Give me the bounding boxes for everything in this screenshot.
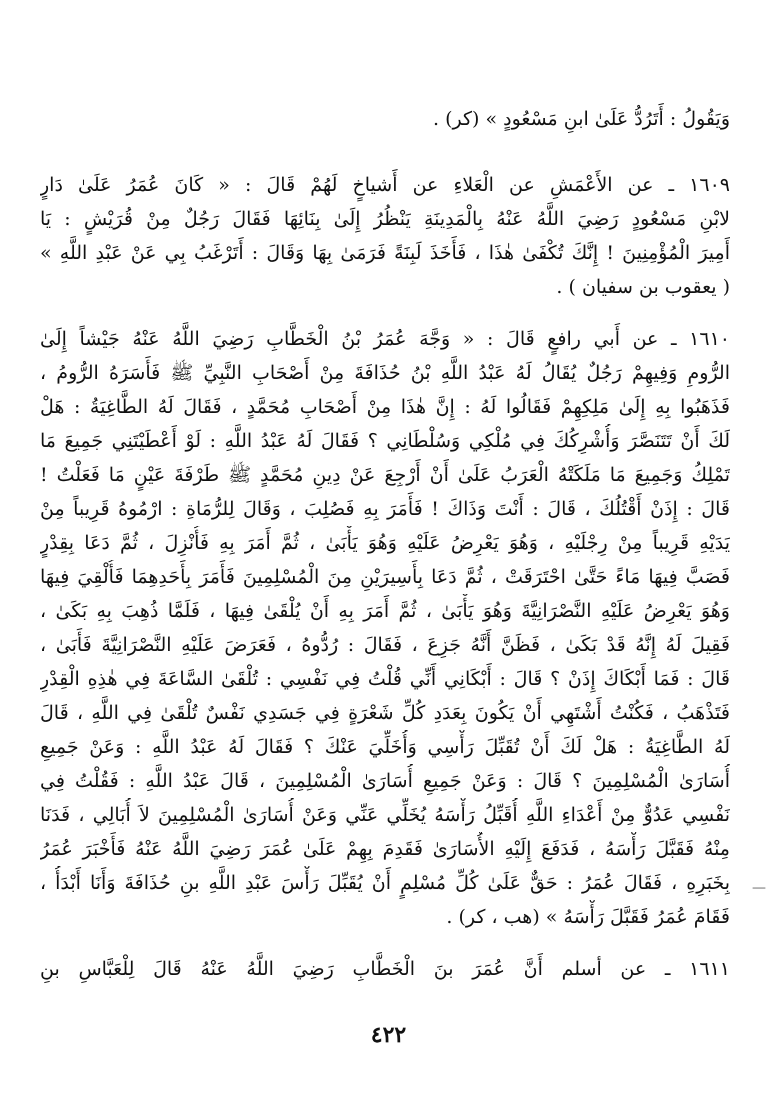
text-line: ١٦١٠ ـ عن أَبي رافعٍ قَالَ : « وَجَّهَ عُمَرُ بْنُ الْخَطَّابِ رَضِيَ اللَّهُ عَنْهُ جَيْشاً إِلَىٰ [40,328,730,350]
text-line: أَمِيرَ الْمُؤْمِنِينَ ! إِنَّكَ تُكْفَىٰ هٰذَا ، فَأَخَذَ لَبِنَةً فَرَمَىٰ بِهَا وَقَالَ : أَتَرْغَبُ بِي عَنْ عَبْدِ اللَّهِ » [40,242,730,264]
source-citation: ( يعقوب بن سفيان ) . [556,276,730,298]
text-line: فَذَهَبُوا بِهِ إِلَىٰ مَلِكِهِمْ فَقَالُوا لَهُ : إِنَّ هٰذَا مِنْ أَصْحَابِ مُحَمَّدٍ ، فَقَالَ لَهُ الطَّاغِيَةُ : هَلْ [40,396,730,418]
page-number: ٤٢٢ [370,1022,407,1048]
text-line: وَهُوَ يَعْرِضُ عَلَيْهِ النَّصْرَانِيَّةَ وَهُوَ يَأْبَىٰ ، ثُمَّ أَمَرَ بِهِ أَنْ يُلْقَىٰ فِيهَا ، فَلَمَّا ذُهِبَ بِهِ بَكَىٰ ، [40,600,730,622]
text-line: مِنْهُ فَقَبَّلَ رَأْسَهُ ، فَدَفَعَ إِلَيْهِ الأُسَارَىٰ فَقَدِمَ بِهِمْ عَلَىٰ عُمَرَ رَضِيَ اللَّهُ عَنْهُ فَأَخْبَرَ عُمَرُ [40,838,730,860]
text-line: تَمْلِكُ وَجَمِيعَ مَا مَلَكَتْهُ الْعَرَبُ عَلَىٰ أَنْ أَرْجِعَ عَنْ دِينِ مُحَمَّدٍ ﷺ طَرْفَةَ عَيْنٍ مَا فَعَلْتُ ! [40,464,730,486]
text-line: الرُّومِ وَفِيهِمْ رَجُلٌ يُقَالُ لَهُ عَبْدُ اللَّهِ بْنُ حُذَافَةَ مِنْ أَصْحَابِ النَّبِيِّ ﷺ فَأَسَرَهُ الرُّومُ ، [40,362,730,384]
text-line: لَهُ الطَّاغِيَةُ : هَلْ لَكَ أَنْ تُقَبِّلَ رَأْسِي وَأُخَلِّيَ عَنْكَ ؟ فَقَالَ لَهُ عَبْدُ اللَّهِ : وَعَنْ جَمِيعِ [40,736,730,758]
text-line: وَيَقُولُ : أَتَرُدُّ عَلَىٰ ابنِ مَسْعُودٍ » (كر) . [432,108,730,130]
hadith-1610 [40,322,730,934]
continuation-text [40,102,730,136]
source-citation: فَقَامَ عُمَرُ فَقَبَّلَ رَأْسَهُ » (هب ، كر) . [446,906,730,928]
text-line: فَتَذْهَبُ ، فَكُنْتُ أَشْتَهِي أَنْ يَكُونَ بِعَدَدِ كُلِّ شَعْرَةٍ فِي جَسَدِي نَفْسٌ تُلْقَىٰ فِي اللَّهِ ، قَالَ [40,702,730,724]
text-line: ١٦٠٩ ـ عن الأَعْمَشِ عن الْعَلاءِ عن أَشياخٍ لَهُمْ قَالَ : « كَانَ عُمَرُ عَلَىٰ دَارٍ [40,174,730,196]
text-line: أُسَارَىٰ الْمُسْلِمِينَ ؟ قَالَ : وَعَنْ جَمِيعِ أُسَارَىٰ الْمُسْلِمِينَ ، قَالَ عَبْدُ اللَّهِ : فَقُلْتُ فِي [40,770,730,792]
text-line: ١٦١١ ـ عن أسلم أَنَّ عُمَرَ بنَ الْخَطَّابِ رَضِيَ اللَّهُ عَنْهُ قَالَ لِلْعَبَّاسِ بنِ [40,958,730,980]
text-line: قَالَ : فَمَا أَبْكَاكَ إِذَنْ ؟ قَالَ : أَبْكَانِي أَنِّي قُلْتُ فِي نَفْسِي : تُلْقَىٰ السَّاعَةَ فِي هٰذِهِ الْقِدْرِ [40,668,730,690]
text-line: لَكَ أَنْ تَتَنَصَّرَ وَأُشْرِكُكَ فِي مُلْكِي وَسُلْطَانِي ؟ فَقَالَ لَهُ عَبْدُ اللَّهِ : لَوْ أَعْطَيْتَنِي جَمِيعَ مَا [40,430,730,452]
hadith-1609 [40,168,730,304]
text-line: نَفْسِي عَدُوٌّ مِنْ أَعْدَاءِ اللَّهِ أُقَبِّلُ رَأْسَهُ يُخَلِّي عَنِّي وَعَنْ أُسَارَىٰ الْمُسْلِمِينَ لاَ أُبَالِي ، فَدَنَا [40,804,730,826]
text-line: يَدَيْهِ قَرِيباً مِنْ رِجْلَيْهِ ، وَهُوَ يَعْرِضُ عَلَيْهِ وَهُوَ يَأْبَىٰ ، ثُمَّ أَمَرَ بِهِ فَأُنْزِلَ ، ثُمَّ دَعَا بِقِدْرٍ [40,532,730,554]
text-line: فَقِيلَ لَهُ إِنَّهُ قَدْ بَكَىٰ ، فَظَنَّ أَنَّهُ جَزِعَ ، فَقَالَ : رُدُّوهُ ، فَعَرَضَ عَلَيْهِ النَّصْرَانِيَّةَ فَأَبَىٰ ، [40,634,730,656]
text-line: لابْنِ مَسْعُودٍ رَضِيَ اللَّهُ عَنْهُ بِالْمَدِينَةِ يَنْظُرُ إِلَىٰ بِنَائِهَا فَقَالَ رَجُلٌ مِنْ قُرَيْشٍ : يَا [40,208,730,230]
margin-mark-icon: — [752,880,766,896]
text-line: بِخَبَرِهِ ، فَقَالَ عُمَرُ : حَقٌّ عَلَىٰ كُلِّ مُسْلِمٍ أَنْ يُقَبِّلَ رَأْسَ عَبْدِ اللَّهِ بنِ حُذَافَةَ وَأَنَا أَبْدَأُ ، [40,872,730,894]
text-line: فَصَبَّ فِيهَا مَاءً حَتَّىٰ احْتَرَقَتْ ، ثُمَّ دَعَا بِأَسِيرَيْنِ مِنَ الْمُسْلِمِينَ فَأَمَرَ بِأَحَدِهِمَا فَأُلْقِيَ فِيهَا [40,566,730,588]
text-line: قَالَ : إِذَنْ أَقْتُلُكَ ، قَالَ : أَنْتَ وَذَاكَ ! فَأَمَرَ بِهِ فَصُلِبَ ، وَقَالَ لِلرُّمَاةِ : ارْمُوهُ قَرِيباً مِنْ [40,498,730,520]
hadith-1611 [40,952,730,986]
